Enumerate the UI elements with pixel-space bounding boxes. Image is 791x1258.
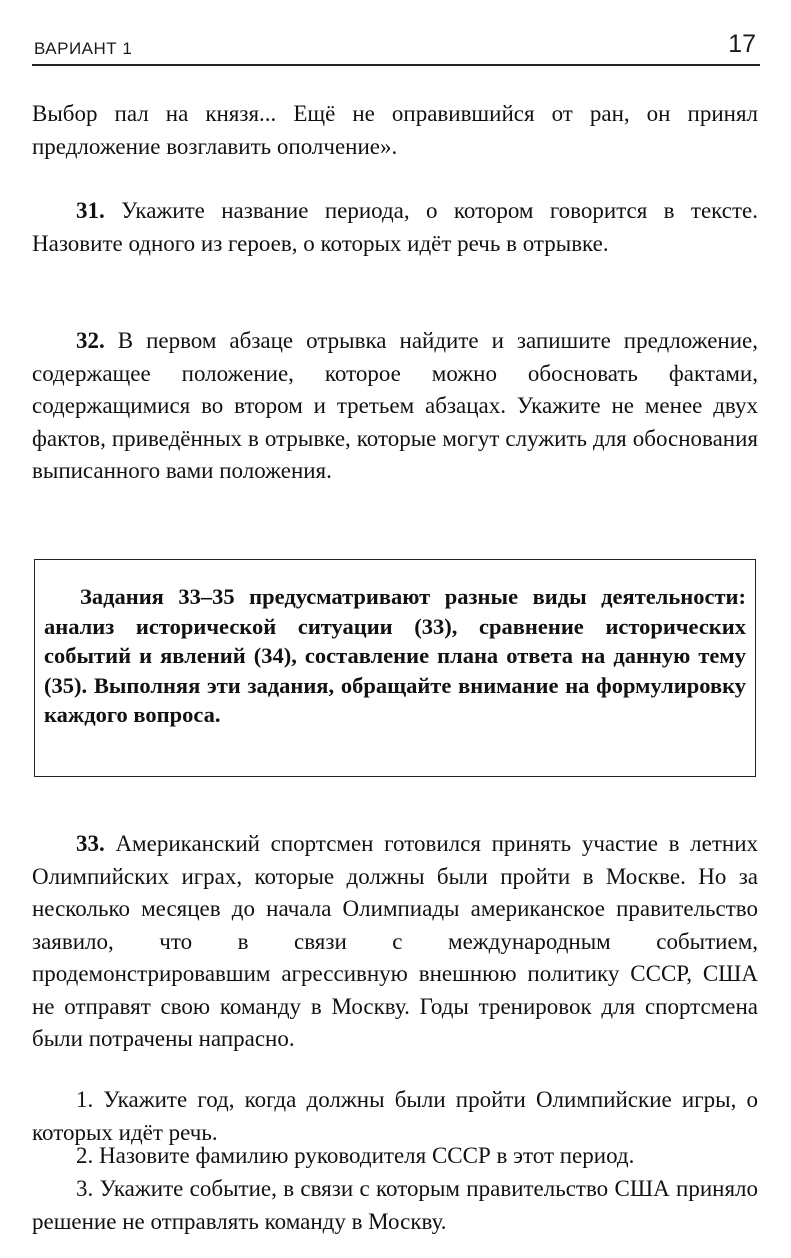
- task-33-question-1: 1. Укажите год, когда должны были пройти Олимпийские игры, о которых идёт речь.: [32, 1087, 758, 1145]
- task-33-question-2: 2. Назовите фамилию руководителя СССР в этот период.: [76, 1143, 635, 1168]
- page-number: 17: [728, 30, 756, 58]
- task-33-number: 33.: [76, 831, 105, 856]
- task-33: [32, 828, 758, 1056]
- task-32: [32, 325, 758, 488]
- task-33-text: Американский спортсмен готовился принять участие в летних Олимпийских играх, которые должны были пройти в Москве. Но за несколько месяцев до начала Олимпиады американское правительство заявило, что в связи с международным событием, продемонстрировавшим агрессивную внешнюю политику СССР, США не отправят свою команду в Москву. Годы тренировок для спортсмена были потрачены напрасно.: [32, 831, 758, 1051]
- task-31: [32, 195, 758, 260]
- intro-paragraph: Выбор пал на князя... Ещё не оправившийся от ран, он принял предложение возглавить ополчение».: [32, 101, 758, 159]
- task-32-number: 32.: [76, 328, 105, 353]
- task-31-number: 31.: [76, 198, 105, 223]
- task-33-question-3: 3. Укажите событие, в связи с которым правительство США приняло решение не отправлять команду в Москву.: [32, 1176, 758, 1234]
- variant-label: ВАРИАНТ 1: [34, 39, 133, 58]
- task-32-text: В первом абзаце отрывка найдите и запишите предложение, содержащее положение, которое можно обосновать фактами, содержащимися во втором и третьем абзацах. Укажите не менее двух фактов, приведённых в отрывке, которые могут служить для обоснования выписанного вами положения.: [32, 328, 758, 483]
- instructions-text: Задания 33–35 предусматривают разные виды деятельности: анализ исторической ситуации (33), сравнение исторических событий и явлений (34), составление плана ответа на данную тему (35). Выполняя эти задания, обращайте внимание на формулировку каждого вопроса.: [44, 584, 746, 727]
- instructions-box: [34, 559, 756, 777]
- task-31-text: Укажите название периода, о котором говорится в тексте. Назовите одного из героев, о которых идёт речь в отрывке.: [32, 198, 758, 256]
- page-header: [32, 30, 760, 66]
